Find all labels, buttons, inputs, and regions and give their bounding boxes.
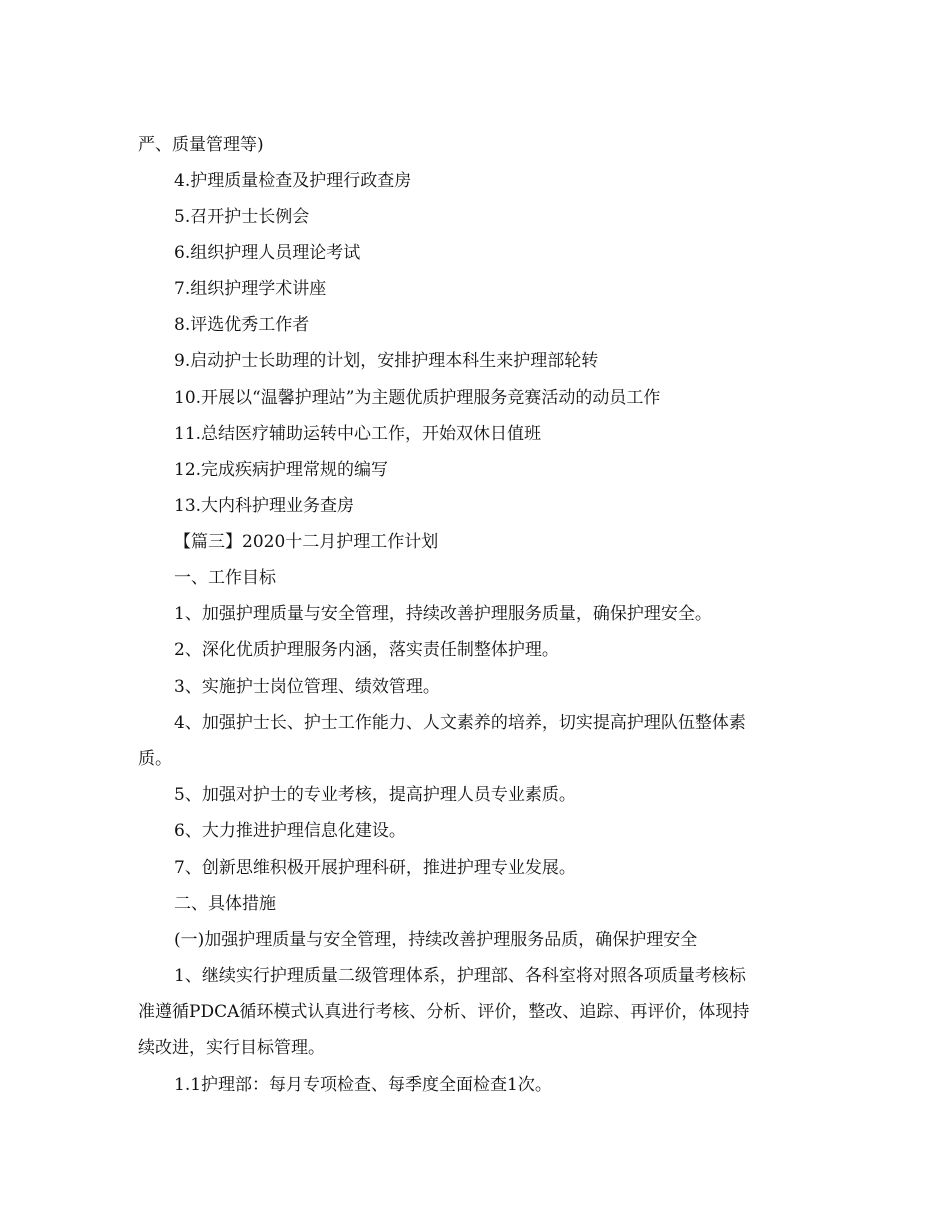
subsection-heading: 二、具体措施 (174, 894, 276, 914)
text-line: 严、质量管理等) (138, 135, 264, 155)
paragraph-line: 3、实施护士岗位管理、绩效管理。 (174, 677, 440, 697)
list-item: 8.评选优秀工作者 (174, 315, 310, 335)
list-item: 6.组织护理人员理论考试 (174, 243, 361, 263)
paragraph-line: 5、加强对护士的专业考核，提高护理人员专业素质。 (174, 785, 576, 805)
paragraph-line: 1、加强护理质量与安全管理，持续改善护理服务质量，确保护理安全。 (174, 604, 712, 624)
paragraph-line: 1.1护理部：每月专项检查、每季度全面检查1次。 (174, 1075, 552, 1095)
paragraph-line: 续改进，实行目标管理。 (138, 1038, 325, 1058)
subsection-heading: 一、工作目标 (174, 568, 276, 588)
paragraph-line: 准遵循PDCA循环模式认真进行考核、分析、评价，整改、追踪、再评价，体现持 (138, 1002, 750, 1022)
paragraph-line: 2、深化优质护理服务内涵，落实责任制整体护理。 (174, 640, 559, 660)
list-item: 13.大内科护理业务查房 (174, 496, 355, 516)
list-item: 10.开展以“温馨护理站”为主题优质护理服务竞赛活动的动员工作 (174, 388, 661, 408)
section-heading: 【篇三】2020十二月护理工作计划 (174, 532, 439, 552)
paragraph-line: 4、加强护士长、护士工作能力、人文素养的培养，切实提高护理队伍整体素 (174, 713, 746, 733)
list-item: 7.组织护理学术讲座 (174, 279, 327, 299)
paragraph-line: 1、继续实行护理质量二级管理体系，护理部、各科室将对照各项质量考核标 (174, 966, 746, 986)
paragraph-line: 7、创新思维积极开展护理科研，推进护理专业发展。 (174, 858, 576, 878)
paragraph-line: 质。 (138, 749, 172, 769)
list-item: 5.召开护士长例会 (174, 207, 310, 227)
paragraph-line: 6、大力推进护理信息化建设。 (174, 821, 406, 841)
paragraph-line: (一)加强护理质量与安全管理，持续改善护理服务品质，确保护理安全 (174, 930, 698, 950)
list-item: 4.护理质量检查及护理行政查房 (174, 171, 412, 191)
list-item: 9.启动护士长助理的计划，安排护理本科生来护理部轮转 (174, 351, 599, 371)
list-item: 11.总结医疗辅助运转中心工作，开始双休日值班 (174, 424, 542, 444)
list-item: 12.完成疾病护理常规的编写 (174, 460, 389, 480)
